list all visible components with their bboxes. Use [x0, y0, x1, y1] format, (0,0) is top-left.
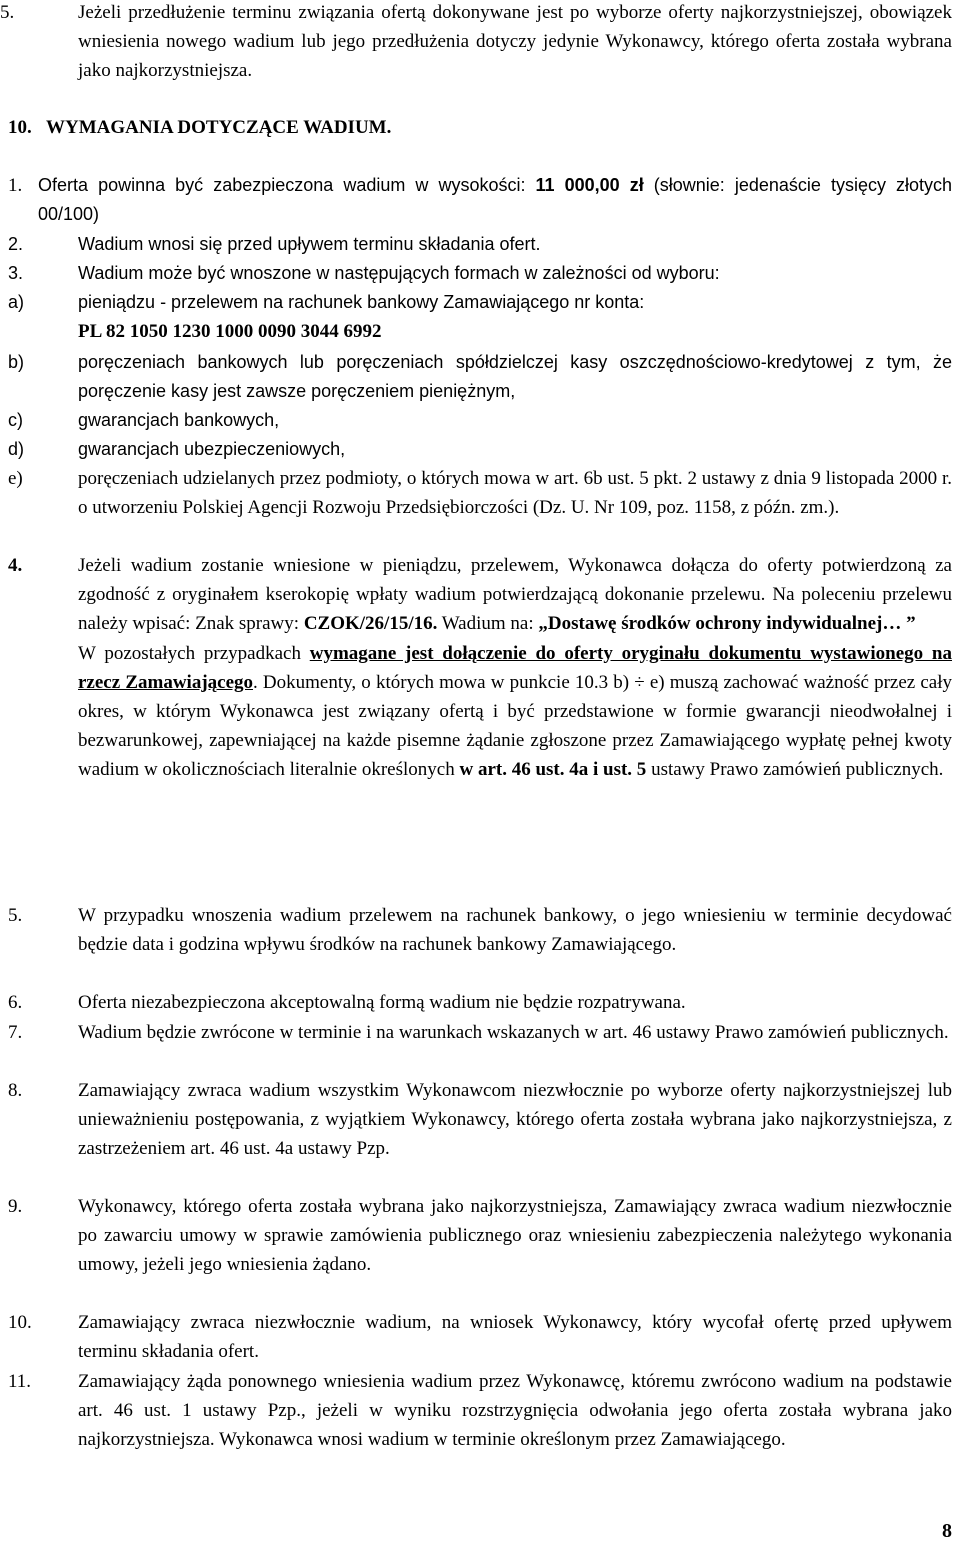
original-document-requirement: wymagane jest dołączenie do oferty oryginału dokumentu wystawionego na rzecz Zamawiającego: [78, 642, 952, 693]
list-item-3: [8, 259, 952, 288]
legal-reference: w art. 46 ust. 4a i ust. 5: [459, 759, 647, 781]
item-text: Wadium będzie zwrócone w terminie i na warunkach wskazanych w art. 46 ustawy Prawo zamówień publicznych.: [78, 1022, 949, 1043]
sub-item-label: e): [8, 468, 23, 489]
item-number: 3.: [8, 263, 24, 283]
list-item-9: [8, 1192, 952, 1280]
sub-item-text: gwarancjach ubezpieczeniowych,: [78, 439, 346, 459]
item-number: 5.: [0, 2, 15, 23]
sub-item-label: c): [8, 410, 23, 430]
case-number: CZOK/26/15/16.: [303, 613, 438, 635]
list-item-4: [8, 551, 952, 785]
sub-item-text: gwarancjach bankowych,: [78, 410, 280, 430]
item-number: 8.: [8, 1080, 23, 1101]
item-text: Zamawiający żąda ponownego wniesienia wadium przez Wykonawcę, któremu zwrócono wadium na podstawie art. 46 ust. 1 ustawy Pzp., jeżeli w wyniku rozstrzygnięcia odwołania jego oferta została wybrana jako najkorzystniejsza. Wykonawca wnosi wadium w terminie określonym przez Zamawiającego.: [78, 1371, 952, 1451]
section-title: WYMAGANIA DOTYCZĄCE WADIUM.: [46, 117, 392, 138]
sub-item-text: poręczeniach udzielanych przez podmioty, o których mowa w art. 6b ust. 5 pkt. 2 ustawy z dnia 9 listopada 2000 r. o utworzeniu Polskiej Agencji Rozwoju Przedsiębiorczości (Dz. U. Nr 109, poz. 1158, z późn. zm.).: [78, 468, 952, 519]
item-text: Wadium może być wnoszone w następujących formach w zależności od wyboru:: [78, 263, 720, 283]
list-item-7: [8, 1018, 952, 1047]
item-text: Oferta niezabezpieczona akceptowalną formą wadium nie będzie rozpatrywana.: [78, 992, 686, 1013]
sub-item-d: [8, 435, 952, 464]
item-text: [38, 171, 952, 229]
item-number: 4.: [8, 555, 23, 576]
item-text: [78, 551, 952, 785]
item-number: 9.: [8, 1196, 23, 1217]
section-heading: [8, 113, 952, 142]
sub-item-b: [8, 348, 952, 406]
sub-item-label: d): [8, 439, 25, 459]
item-text: Zamawiający zwraca wadium wszystkim Wykonawcom niezwłocznie po wyborze oferty najkorzystniejszej lub unieważnieniu postępowania, z wyjątkiem Wykonawcy, którego oferta została wybrana jako najkorzystniejsza, z zastrzeżeniem art. 46 ust. 4a ustawy Pzp.: [78, 1080, 952, 1160]
item-number: 7.: [8, 1022, 23, 1043]
list-item-8: [8, 1076, 952, 1164]
list-item-5: [8, 901, 952, 959]
sub-item-label: b): [8, 352, 25, 372]
list-item-1: [8, 171, 952, 229]
item-text-part: ustawy Prawo zamówień publicznych.: [646, 759, 944, 781]
list-item-10: [8, 1308, 952, 1366]
sub-item-c: [8, 406, 952, 435]
item-text: Jeżeli przedłużenie terminu związania ofertą dokonywane jest po wyborze oferty najkorzystniejszej, obowiązek wniesienia nowego wadium lub jego przedłużenia dotyczy jedynie Wykonawcy, którego oferta została wybrana jako najkorzystniejsza.: [78, 2, 952, 82]
list-item-2: [8, 230, 952, 259]
sub-item-text-part: pieniądzu - przelewem na rachunek bankowy Zamawiającego nr konta:: [78, 292, 645, 312]
item-text-part: Oferta powinna być zabezpieczona wadium w wysokości:: [38, 175, 536, 195]
item-number: 2.: [8, 234, 24, 254]
sub-item-label: a): [8, 292, 25, 312]
page-number: 8: [942, 1520, 952, 1542]
item-text: Wadium wnosi się przed upływem terminu składania ofert.: [78, 234, 541, 254]
item-text-part: . Dokumenty, o których mowa w punkcie 10.3 b) ÷ e) muszą zachować ważność przez cały okres, w którym Wykonawca jest związany ofertą i być przedstawione w formie gwarancji nieodwołalnej i bezwarunkowej, zapewniającej na każde pisemne żądanie zgłoszone przez Zamawiającego wypłatę pełnej kwoty wadium w okolicznościach literalnie określonych: [78, 671, 952, 781]
item-number: 11.: [8, 1371, 32, 1392]
item-number: 10.: [8, 1312, 32, 1333]
list-item-11: [8, 1367, 952, 1455]
item-text-part: Jeżeli wadium zostanie wniesione w pieniądzu, przelewem, Wykonawca dołącza do oferty potwierdzoną za zgodność z oryginałem kserokopię wpłaty wadium potwierdzającą dokonanie przelewu. Na poleceniu przelewu należy wpisać: Znak sprawy:: [78, 555, 952, 635]
sub-item-a: [8, 288, 952, 346]
list-item-top-5: [0, 0, 952, 86]
item-text: Zamawiający zwraca niezwłocznie wadium, na wniosek Wykonawcy, który wycofał ofertę przed upływem terminu składania ofert.: [78, 1312, 952, 1363]
item-number: 5.: [8, 905, 23, 926]
item-text: W przypadku wnoszenia wadium przelewem na rachunek bankowy, o jego wniesieniu w terminie decydować będzie data i godzina wpływu środków na rachunek bankowy Zamawiającego.: [78, 905, 952, 956]
list-item-6: [8, 988, 952, 1017]
sub-item-e: [8, 464, 952, 522]
item-text: Wykonawcy, którego oferta została wybrana jako najkorzystniejsza, Zamawiający zwraca wadium niezwłocznie po zawarciu umowy w sprawie zamówienia publicznego oraz wniesieniu zabezpieczenia należytego wykonania umowy, jeżeli jego wniesienia żądano.: [78, 1196, 952, 1276]
item-text-part: Wadium na:: [437, 613, 539, 635]
section-number: 10.: [8, 117, 32, 138]
sub-item-text: [78, 288, 952, 346]
item-text-part: (słownie: jedenaście tysięcy złotych 00/100): [38, 175, 953, 225]
wadium-amount: 11 000,00 zł: [535, 175, 644, 195]
bank-account-number: PL 82 1050 1230 1000 0090 3044 6992: [78, 321, 382, 343]
item-text-part: W pozostałych przypadkach: [78, 642, 310, 664]
item-number: 6.: [8, 992, 23, 1013]
tender-subject: „Dostawę środków ochrony indywidualnej… ”: [538, 613, 916, 635]
item-number: 1.: [8, 175, 23, 196]
sub-item-text: poręczeniach bankowych lub poręczeniach spółdzielczej kasy oszczędnościowo-kredytowej z tym, że poręczenie kasy jest zawsze poręczeniem pieniężnym,: [78, 352, 952, 402]
